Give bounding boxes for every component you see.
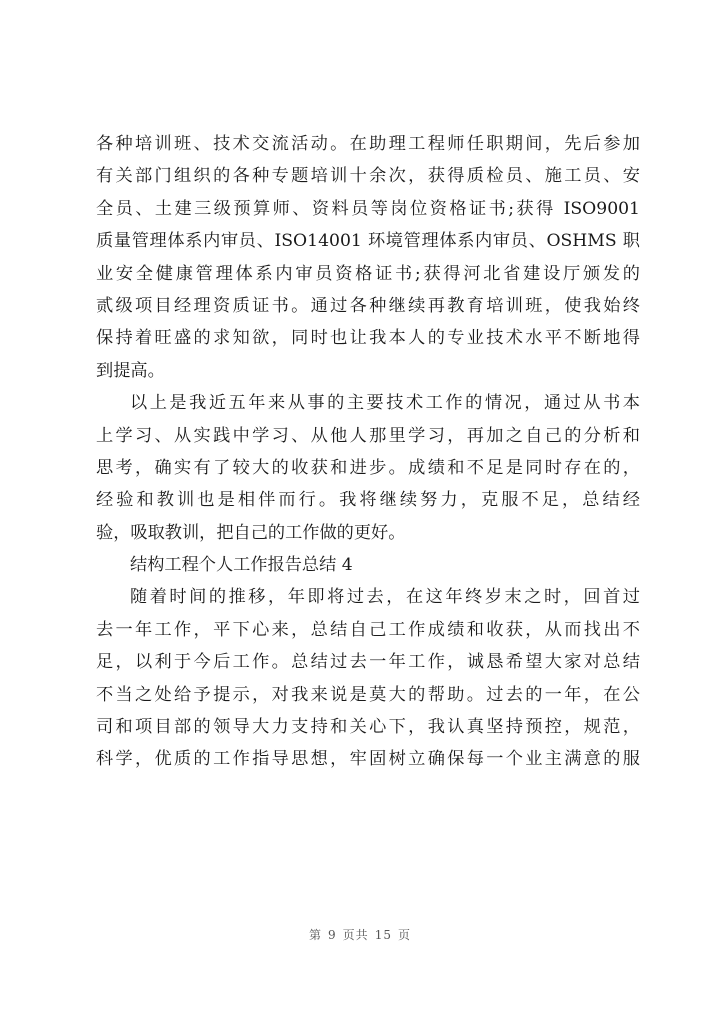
- document-body: [96, 128, 640, 776]
- text-line: 以上是我近五年来从事的主要技术工作的情况，通过从书本: [130, 393, 640, 414]
- text-line: 验，吸取教训，把自己的工作做的更好。: [96, 522, 406, 543]
- text-line: 不当之处给予提示，对我来说是莫大的帮助。过去的一年，在公: [96, 684, 640, 705]
- text-line: 足，以利于今后工作。总结过去一年工作，诚恳希望大家对总结: [96, 652, 640, 673]
- text-line: 司和项目部的领导大力支持和关心下，我认真坚持预控，规范，: [96, 717, 640, 738]
- text-line: 有关部门组织的各种专题培训十余次，获得质检员、施工员、安: [96, 166, 640, 187]
- footer-suffix: 页: [397, 928, 411, 942]
- footer-middle: 页共: [342, 928, 369, 942]
- text-line: 贰级项目经理资质证书。通过各种继续再教育培训班，使我始终: [96, 295, 640, 316]
- text-line: 各种培训班、技术交流活动。在助理工程师任职期间，先后参加: [96, 134, 640, 154]
- text-line: 去一年工作，平下心来，总结自己工作成绩和收获，从而找出不: [96, 619, 640, 640]
- text-line: 全员、土建三级预算师、资料员等岗位资格证书;获得 ISO9001: [96, 198, 640, 219]
- text-line: 经验和教训也是相伴而行。我将继续努力，克服不足，总结经: [96, 490, 640, 511]
- text-line: 到提高。: [96, 360, 165, 381]
- page-footer: [0, 926, 720, 943]
- text-line: 随着时间的推移，年即将过去，在这年终岁末之时，回首过: [130, 587, 640, 608]
- text-line: 业安全健康管理体系内审员资格证书;获得河北省建设厅颁发的: [96, 263, 640, 284]
- text-line: 上学习、从实践中学习、从他人那里学习，再加之自己的分析和: [96, 425, 640, 446]
- text-line: 思考，确实有了较大的收获和进步。成绩和不足是同时存在的，: [96, 457, 640, 478]
- section-heading: 结构工程个人工作报告总结 4: [130, 555, 353, 576]
- text-line: 质量管理体系内审员、ISO14001 环境管理体系内审员、OSHMS 职: [96, 231, 640, 252]
- footer-current-page: 9: [328, 928, 337, 942]
- text-line: 保持着旺盛的求知欲，同时也让我本人的专业技术水平不断地得: [96, 328, 640, 349]
- text-line: 科学，优质的工作指导思想，牢固树立确保每一个业主满意的服: [96, 749, 640, 770]
- footer-total-pages: 15: [374, 928, 392, 942]
- footer-prefix: 第: [309, 928, 323, 942]
